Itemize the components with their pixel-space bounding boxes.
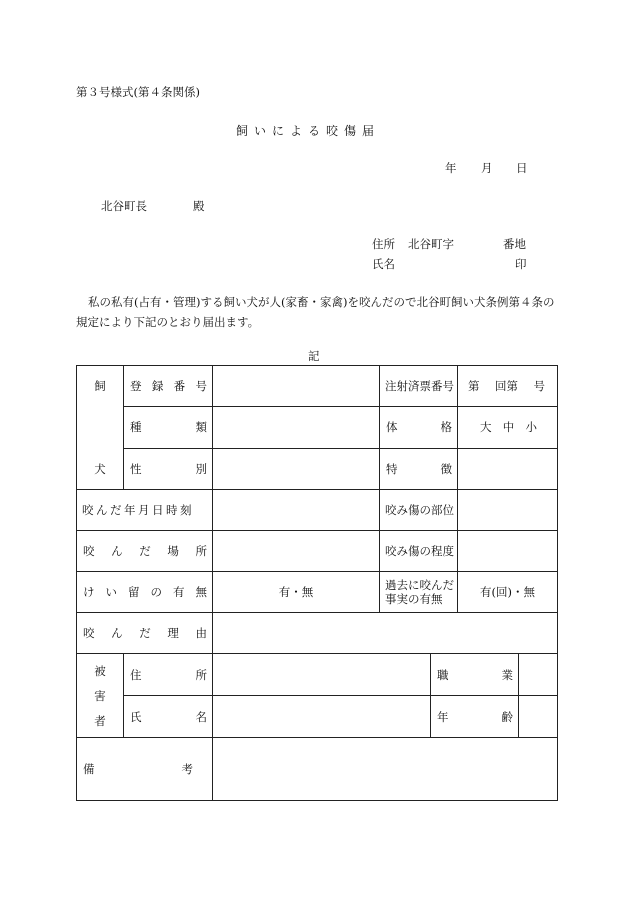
remarks-label: 備 考 <box>83 762 193 776</box>
bite-reason-field[interactable] <box>213 613 558 654</box>
victim-age-field[interactable] <box>519 696 557 737</box>
tether-field[interactable]: 有・無 <box>213 572 380 613</box>
features-field[interactable] <box>458 448 558 489</box>
applicant-name-label: 氏名 <box>372 257 395 271</box>
size-large: 大 <box>480 420 492 435</box>
victim-age-label: 年 齢 <box>431 696 519 737</box>
past-bite-field[interactable]: 有(回)・無 <box>458 572 558 613</box>
victim-job-label: 職 業 <box>431 654 519 695</box>
bite-part-field[interactable] <box>458 490 558 531</box>
vaccine-no-label: 注射済票番号 <box>380 366 458 407</box>
reg-no-label: 登 録 番 号 <box>130 379 207 394</box>
date-day-label: 日 <box>516 161 528 175</box>
bite-degree-field[interactable] <box>458 531 558 572</box>
past-bite-label-line2: 事実の有無 <box>385 592 443 606</box>
vaccine-go: 号 <box>533 379 545 394</box>
seal-mark: 印 <box>515 257 527 271</box>
victim-char-2: 害 <box>94 688 106 703</box>
remarks-label-cell <box>77 738 213 801</box>
breed-label: 種 類 <box>130 420 207 435</box>
form-number: 第３号様式(第４条関係) <box>76 85 200 99</box>
dog-group-label <box>77 366 124 490</box>
bite-datetime-field[interactable] <box>213 490 380 531</box>
remarks-field[interactable] <box>213 738 558 801</box>
size-small: 小 <box>525 420 537 435</box>
victim-job-field[interactable] <box>519 654 557 695</box>
applicant-address-label: 住所 <box>372 237 395 251</box>
victim-name-label: 氏 名 <box>130 709 207 724</box>
applicant-address-banchi: 番地 <box>503 237 526 251</box>
bite-datetime-label: 咬んだ年月日時刻 <box>77 490 213 531</box>
size-label: 体 格 <box>386 420 452 435</box>
features-label: 特 徴 <box>386 461 452 476</box>
vaccine-kai: 回第 <box>495 379 518 394</box>
applicant-address-town: 北谷町字 <box>408 237 454 251</box>
bite-reason-label: 咬 ん だ 理 由 <box>83 626 207 640</box>
victim-address-field[interactable] <box>213 654 431 696</box>
bite-part-label: 咬み傷の部位 <box>380 490 458 531</box>
past-bite-label <box>380 572 458 613</box>
victim-char-3: 者 <box>94 713 106 728</box>
size-field[interactable] <box>458 407 558 448</box>
bite-degree-label: 咬み傷の程度 <box>380 531 458 572</box>
victim-name-field[interactable] <box>213 696 431 738</box>
report-table <box>76 365 558 801</box>
dog-group-top: 飼 <box>94 379 106 393</box>
document-title: 飼いによる咬傷届 <box>236 124 381 138</box>
bite-place-label: 咬 ん だ 場 所 <box>83 544 207 558</box>
tether-label: け い 留 の 有 無 <box>83 585 207 599</box>
bite-place-field[interactable] <box>213 531 380 572</box>
victim-char-1: 被 <box>94 663 106 678</box>
victim-group-label <box>77 654 124 738</box>
honorific: 殿 <box>193 199 205 213</box>
vaccine-no-field[interactable] <box>458 366 558 407</box>
ki-heading: 記 <box>308 349 320 363</box>
sex-field[interactable] <box>213 448 380 489</box>
victim-age-cell <box>437 696 558 738</box>
vaccine-dai: 第 <box>468 379 480 394</box>
date-year-label: 年 <box>445 161 457 175</box>
date-month-label: 月 <box>481 161 493 175</box>
victim-job-cell <box>437 654 558 696</box>
dog-group-bottom: 犬 <box>94 462 106 476</box>
sex-label: 性 別 <box>130 461 207 476</box>
size-medium: 中 <box>502 420 515 435</box>
past-bite-label-line1: 過去に咬んだ <box>385 578 454 592</box>
addressee: 北谷町長 <box>101 199 147 213</box>
breed-field[interactable] <box>213 407 380 448</box>
body-text: 私の私有(占有・管理)する飼い犬が人(家畜・家禽)を咬んだので北谷町飼い犬条例第４条の規定により下記のとおり届出ます。 <box>76 295 555 329</box>
reg-no-field[interactable] <box>213 366 380 407</box>
victim-address-label: 住 所 <box>130 667 207 682</box>
